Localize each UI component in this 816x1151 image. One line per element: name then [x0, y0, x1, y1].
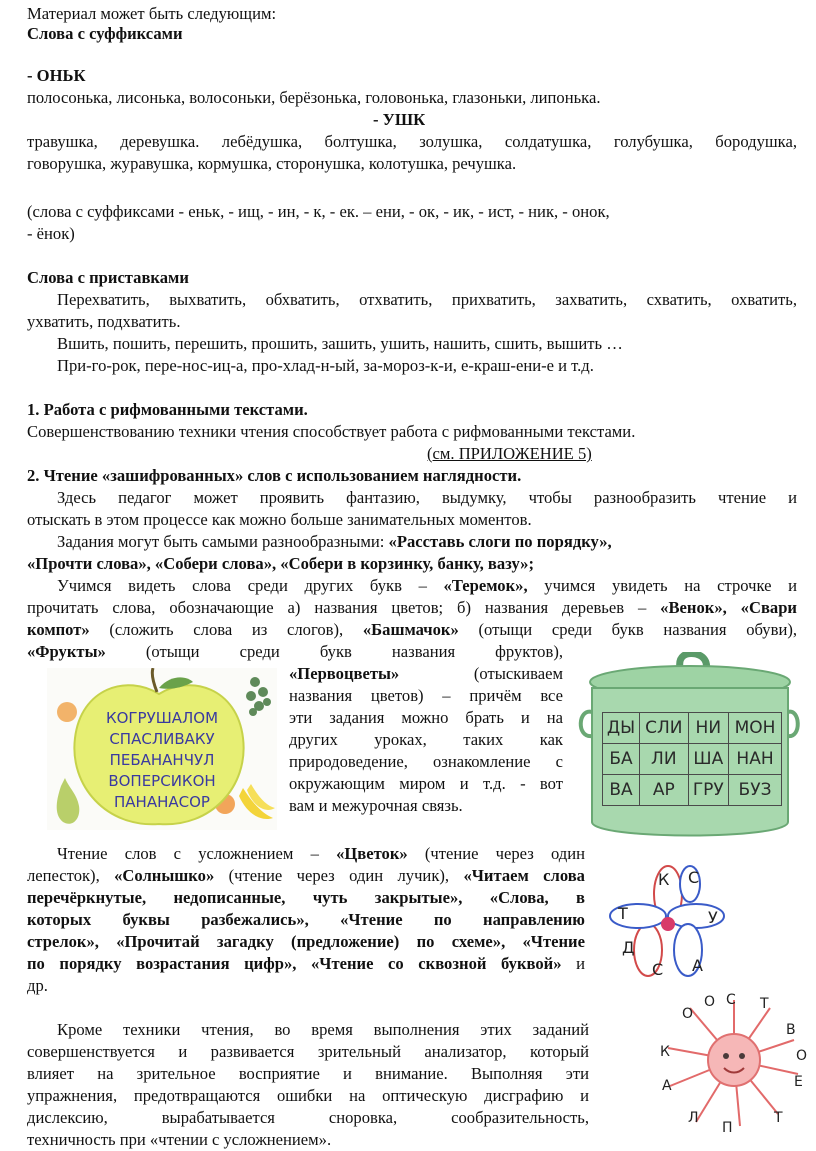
pot-grid-row — [603, 744, 782, 775]
pot-syllable: БА — [603, 744, 640, 775]
pot-syllable: СЛИ — [640, 713, 689, 744]
apple-word: КОГРУШАЛОМ — [105, 709, 219, 727]
final-line2: совершенствуется и развивается зрительный анализатор, который — [27, 1042, 589, 1061]
sun-letter: Т — [774, 1110, 783, 1126]
apple-words — [47, 708, 277, 813]
suffix-heading: Слова с суффиксами — [27, 24, 183, 43]
pot-syllable: НАН — [729, 744, 782, 775]
sun-letter: К — [660, 1044, 670, 1060]
flower-letter: С — [652, 960, 664, 979]
section2-p1-line2: отыскать в этом процессе как можно больше занимательных моментов. — [27, 510, 532, 529]
pot-syllable: ВА — [603, 775, 640, 806]
other-suffixes-line2: - ёнок) — [27, 224, 75, 243]
flower-letter: Т — [618, 904, 628, 923]
other-suffixes-line1: (слова с суффиксами - еньк, - ищ, - ин, - к, - ек. – ени, - ок, - ик, - ист, - ник, - онок, — [27, 202, 610, 221]
reading-line1: Чтение слов с усложнением – «Цветок» (чтение через один — [57, 844, 586, 863]
reading-line6: по порядку возрастания цифр», «Чтение со сквозной буквой» и — [27, 954, 586, 973]
intro-line: Материал может быть следующим: — [27, 4, 277, 23]
apple-word: ВОПЕРСИКОН — [108, 772, 216, 790]
section2-title: 2. Чтение «зашифрованных» слов с использованием наглядности. — [27, 466, 522, 485]
flower-letter: К — [658, 870, 670, 889]
apple-word: ПАНАНАСОР — [114, 793, 210, 811]
mid-line2: названия цветов) – причём все — [289, 686, 563, 705]
prefix-p1-line2: ухватить, подхватить. — [27, 312, 181, 331]
sun-icon — [708, 1034, 760, 1086]
prefix-p1-line1: Перехватить, выхватить, обхватить, отхватить, прихватить, захватить, схватить, охватить, — [57, 290, 797, 309]
appendix-link: (см. ПРИЛОЖЕНИЕ 5) — [427, 444, 592, 463]
mid-line3: эти задания можно брать и на — [289, 708, 563, 727]
section2-p3-line3: компот» (сложить слова из слогов), «Башмачок» (отыщи среди букв названия обуви), — [27, 620, 797, 639]
section2-p3-line2: прочитать слова, обозначающие а) названия цветов; б) названия деревьев – «Венок», «Свари — [27, 598, 797, 617]
reading-line5: стрелок», «Прочитай загадку (предложение) по схеме», «Чтение — [27, 932, 585, 951]
section2-p2-line2: «Прочти слова», «Собери слова», «Собери в корзинку, банку, вазу»; — [27, 554, 535, 573]
fruits-apple-illustration — [47, 668, 277, 830]
final-line6: техничность при «чтении с усложнением». — [27, 1130, 332, 1149]
final-line4: упражнения, предотвращаются ошибки на оптическую дисграфию и — [27, 1086, 589, 1105]
pot-syllable: ДЫ — [603, 713, 640, 744]
ushk-words-line1: травушка, деревушка. лебёдушка, болтушка, золушка, солдатушка, голубушка, бородушка, — [27, 132, 797, 151]
mid-line5: природоведение, ознакомление с — [289, 752, 563, 771]
onk-label: - ОНЬК — [27, 66, 86, 85]
ushk-words-line2: говорушка, журавушка, кормушка, сторонушка, колотушка, речушка. — [27, 154, 517, 173]
sun-letter: Е — [794, 1074, 803, 1090]
mid-line7: вам и межурочная связь. — [289, 796, 463, 815]
pot-syllable: МОН — [729, 713, 782, 744]
sun-letter: В — [786, 1022, 796, 1038]
sun-letter: Т — [760, 996, 769, 1012]
sun-letter: Л — [688, 1110, 699, 1126]
apple-word: СПАСЛИВАКУ — [109, 730, 215, 748]
onk-words: полосонька, лисонька, волосоньки, берёзонька, головонька, глазоньки, липонька. — [27, 88, 601, 107]
sun-letter: О — [682, 1006, 694, 1022]
pot-syllable: НИ — [688, 713, 728, 744]
section2-p3-line1: Учимся видеть слова среди других букв – «Теремок», учимся увидеть на строчке и — [57, 576, 798, 595]
flower-illustration — [604, 864, 734, 990]
sun-letter: С — [726, 992, 736, 1008]
section1-text: Совершенствованию техники чтения способствует работа с рифмованными текстами. — [27, 422, 636, 441]
section2-p2-line1: Задания могут быть самыми разнообразными: «Расставь слоги по порядку», — [57, 532, 612, 551]
reading-line2: лепесток), «Солнышко» (чтение через один лучик), «Читаем слова — [27, 866, 585, 885]
prefix-p3: При-го-рок, пере-нос-иц-а, про-хлад-н-ый, за-мороз-к-и, е-краш-ени-е и т.д. — [57, 356, 594, 375]
final-line5: дислексию, вырабатывается сноровка, сообразительность, — [27, 1108, 589, 1127]
final-line1: Кроме техники чтения, во время выполнения этих заданий — [57, 1020, 589, 1039]
section1-title: 1. Работа с рифмованными текстами. — [27, 400, 308, 419]
pot-syllable: ША — [688, 744, 728, 775]
pot-syllable: ЛИ — [640, 744, 689, 775]
mid-line6: окружающим миром и т.д. - вот — [289, 774, 563, 793]
flower-letter: Д — [622, 938, 635, 957]
sun-letter: А — [662, 1078, 672, 1094]
apple-word: ПЕБАНАНЧУЛ — [109, 751, 215, 769]
pot-illustration — [578, 652, 800, 848]
reading-line3: перечёркнутые, недописанные, чуть закрытые», «Слова, в — [27, 888, 585, 907]
pot-syllable: БУЗ — [729, 775, 782, 806]
reading-line4: которых буквы разбежались», «Чтение по направлению — [27, 910, 585, 929]
sun-letter: О — [796, 1048, 808, 1064]
reading-line7: др. — [27, 976, 48, 995]
pot-grid-row — [603, 713, 782, 744]
pot-syllable: АР — [640, 775, 689, 806]
sun-letter: П — [722, 1120, 733, 1136]
sun-letter: О — [704, 994, 716, 1010]
prefix-heading: Слова с приставками — [27, 268, 189, 287]
mid-line4: других уроках, таких как — [289, 730, 563, 749]
section2-p3-line4: «Фрукты» (отыщи среди букв названия фруктов), — [27, 642, 563, 661]
section2-p1-line1: Здесь педагог может проявить фантазию, выдумку, чтобы разнообразить чтение и — [57, 488, 797, 507]
prefix-p2: Вшить, пошить, перешить, прошить, зашить, ушить, нашить, сшить, вышить … — [57, 334, 623, 353]
flower-letter: С — [688, 868, 700, 887]
pot-grid-row — [603, 775, 782, 806]
flower-letter: А — [692, 956, 703, 975]
sun-illustration — [660, 990, 808, 1136]
flower-letter: У — [708, 908, 718, 927]
mid-line1: «Первоцветы» (отыскиваем — [289, 664, 563, 683]
final-line3: влияет на зрительное восприятие и внимание. Выполняя эти — [27, 1064, 589, 1083]
pot-syllable: ГРУ — [688, 775, 728, 806]
pot-syllable-grid — [602, 712, 782, 806]
ushk-label: - УШК — [373, 110, 426, 129]
